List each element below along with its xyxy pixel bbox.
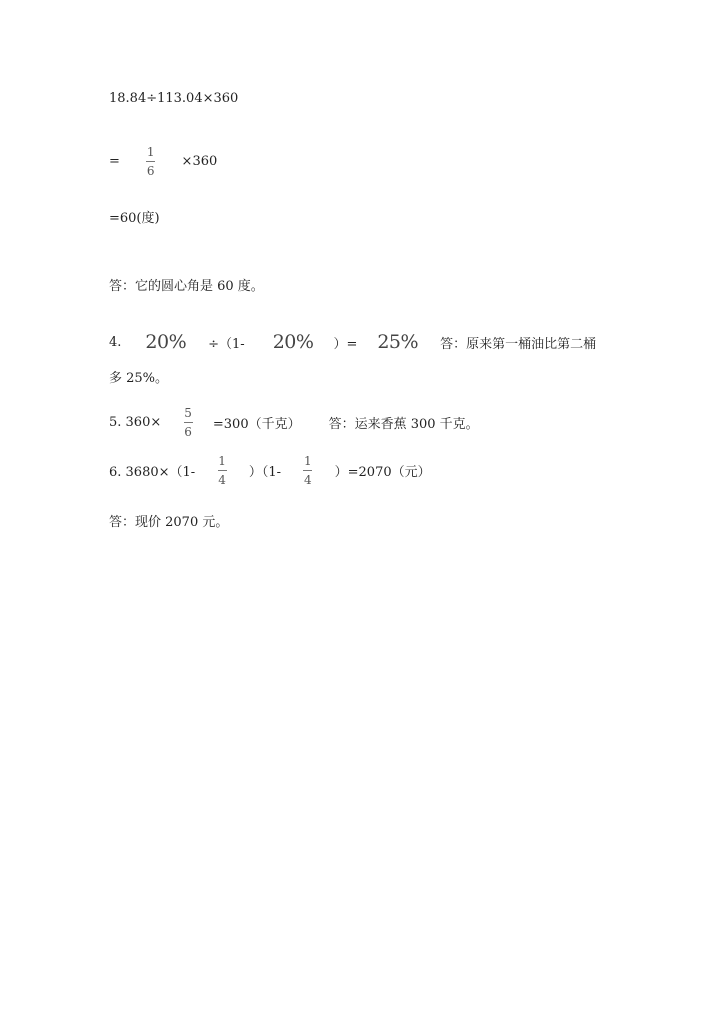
fraction-bar: [184, 422, 193, 423]
answer-line-6: [109, 500, 228, 540]
percent-value-1: 20%: [145, 331, 187, 353]
percent-value-2: 20%: [272, 331, 314, 353]
fraction-2: [301, 455, 315, 486]
operator-divide: ÷（1-: [208, 336, 245, 352]
equation-line-1: [109, 78, 238, 118]
answer-text: 答：现价 2070 元。: [109, 514, 229, 530]
fraction-denominator: 6: [146, 163, 155, 178]
equation-line-2: [109, 141, 217, 181]
fraction-numerator: 1: [218, 453, 226, 468]
problem-5-line: [109, 402, 479, 442]
equals-sign: =: [109, 153, 120, 169]
fraction: [181, 407, 195, 438]
equation-suffix: ×360: [181, 153, 218, 169]
fraction-bar: [218, 470, 227, 471]
fraction: [144, 146, 158, 177]
equation-text: 18.84÷113.04×360: [109, 90, 239, 106]
fraction-numerator: 5: [184, 405, 192, 420]
problem-4-continuation: [109, 356, 168, 396]
fraction-bar: [146, 161, 155, 162]
problem-4-line: [109, 322, 596, 362]
answer-line-1: [109, 264, 264, 304]
fraction-numerator: 1: [304, 453, 312, 468]
equation-prefix: 6. 3680×（1-: [109, 464, 196, 480]
fraction-numerator: 1: [146, 144, 155, 159]
operator-equals: ）=: [333, 336, 358, 352]
answer-text: 答：原来第一桶油比第二桶: [440, 336, 597, 352]
percent-value-3: 25%: [377, 331, 419, 353]
fraction-1: [215, 455, 229, 486]
fraction-denominator: 4: [218, 472, 226, 487]
problem-number: 4.: [109, 334, 122, 350]
answer-text: 答：它的圆心角是 60 度。: [109, 278, 264, 294]
fraction-denominator: 4: [304, 472, 312, 487]
equation-result: ）=2070（元）: [334, 464, 431, 480]
equation-prefix: 5. 360×: [109, 414, 162, 430]
fraction-denominator: 6: [184, 424, 192, 439]
fraction-bar: [303, 470, 312, 471]
answer-continuation: 多 25%。: [109, 370, 169, 386]
problem-6-line: [109, 450, 431, 490]
equation-middle: ）（1-: [248, 464, 281, 480]
equation-line-3: [109, 196, 160, 236]
equation-result: =300（千克）: [212, 416, 301, 432]
answer-text: 答：运来香蕉 300 千克。: [328, 416, 479, 432]
equation-result: =60(度): [109, 210, 160, 226]
